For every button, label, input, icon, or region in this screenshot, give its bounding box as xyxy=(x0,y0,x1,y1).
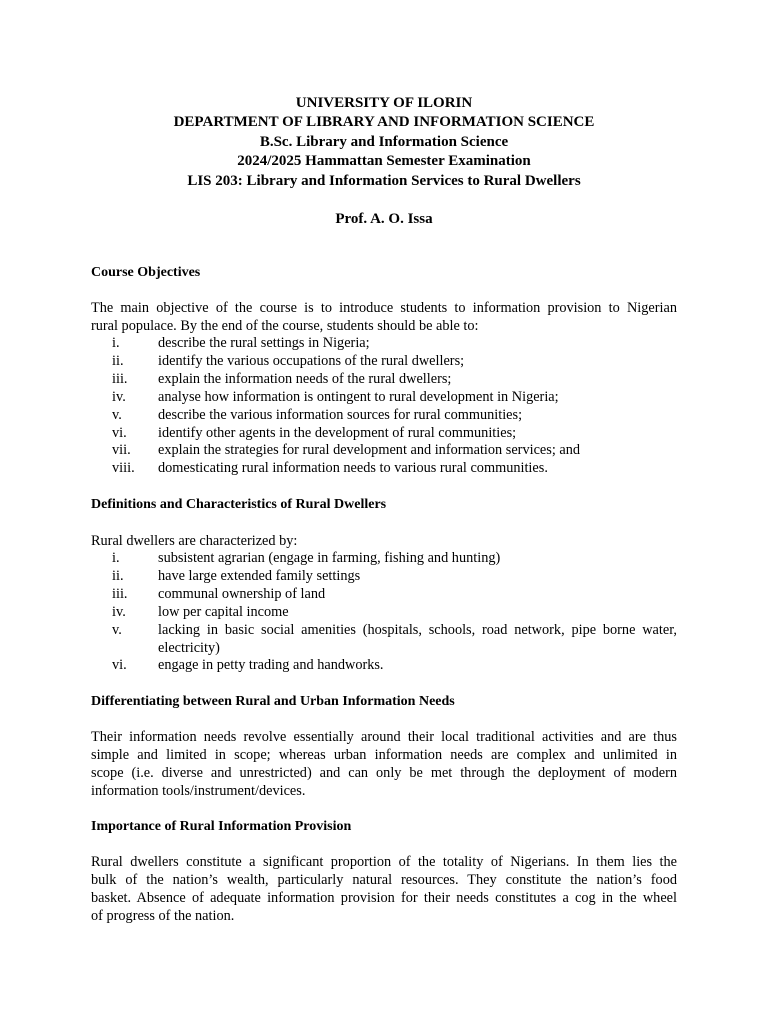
list-item xyxy=(91,425,677,443)
list-number: viii. xyxy=(112,460,135,477)
paragraph-line: The main objective of the course is to introduce students to information provision to Nigerian xyxy=(91,300,677,316)
list-item xyxy=(91,460,677,478)
objectives-intro xyxy=(91,299,677,335)
paragraph-line: simple and limited in scope; whereas urban information needs are complex and unlimited in xyxy=(91,747,677,763)
university-name: UNIVERSITY OF ILORIN xyxy=(295,95,473,111)
list-item xyxy=(91,568,677,586)
list-number: vii. xyxy=(112,442,131,459)
list-text: have large extended family settings xyxy=(158,567,361,584)
paragraph-line: Their information needs revolve essentially around their local traditional activities and are thus xyxy=(91,729,677,745)
paragraph-line: Rural dwellers are characterized by: xyxy=(91,533,298,549)
list-number: ii. xyxy=(112,567,124,584)
list-text: describe the various information sources for rural communities; xyxy=(158,406,523,423)
differentiating-paragraph xyxy=(91,728,677,800)
differentiating-heading: Differentiating between Rural and Urban Information Needs xyxy=(91,694,455,709)
list-number: ii. xyxy=(112,352,124,369)
list-number: i. xyxy=(112,335,120,351)
course-title: LIS 203: Library and Information Services to Rural Dwellers xyxy=(187,172,581,189)
objectives-list xyxy=(91,335,677,478)
list-number: iii. xyxy=(112,585,128,602)
paragraph-line: of progress of the nation. xyxy=(91,908,235,924)
characteristics-list xyxy=(91,550,677,675)
list-number: iv. xyxy=(112,388,126,405)
characteristics-heading: Definitions and Characteristics of Rural Dwellers xyxy=(91,497,387,512)
objectives-heading: Course Objectives xyxy=(91,265,201,280)
paragraph-line: rural populace. By the end of the course, students should be able to: xyxy=(91,318,479,334)
importance-heading: Importance of Rural Information Provision xyxy=(91,819,352,834)
list-number: iii. xyxy=(112,370,128,387)
list-item xyxy=(91,389,677,407)
list-number: iv. xyxy=(112,603,126,620)
list-text xyxy=(158,622,677,658)
list-number: v. xyxy=(112,406,122,423)
paragraph-line: bulk of the nation’s wealth, particularly natural resources. They constitute the nation’s food xyxy=(91,872,677,888)
list-text: explain the strategies for rural development and information services; and xyxy=(158,442,581,459)
paragraph-line: basket. Absence of adequate information provision for their needs constitutes a cog in the wheel xyxy=(91,890,677,906)
list-text: analyse how information is ontingent to rural development in Nigeria; xyxy=(158,388,559,405)
list-item xyxy=(91,550,677,568)
characteristics-intro xyxy=(91,532,677,550)
programme-name: B.Sc. Library and Information Science xyxy=(259,133,509,150)
list-item xyxy=(91,353,677,371)
list-number: v. xyxy=(112,621,122,638)
list-text: domesticating rural information needs to various rural communities. xyxy=(158,460,548,477)
importance-paragraph xyxy=(91,853,677,925)
list-text-line: electricity) xyxy=(158,639,220,656)
department-name: DEPARTMENT OF LIBRARY AND INFORMATION SCIENCE xyxy=(173,114,595,131)
paragraph-line: scope (i.e. diverse and unrestricted) and can only be met through the deployment of modern xyxy=(91,765,677,781)
list-item xyxy=(91,442,677,460)
exam-title: 2024/2025 Hammattan Semester Examination xyxy=(237,153,531,170)
list-item xyxy=(91,371,677,389)
list-text: communal ownership of land xyxy=(158,585,326,602)
list-text: explain the information needs of the rural dwellers; xyxy=(158,370,452,387)
document-header xyxy=(60,94,708,191)
list-text: low per capital income xyxy=(158,603,289,620)
list-text: identify other agents in the development of rural communities; xyxy=(158,424,517,441)
list-item xyxy=(91,604,677,622)
list-item xyxy=(91,407,677,425)
list-number: vi. xyxy=(112,424,127,441)
list-text: engage in petty trading and handworks. xyxy=(158,657,384,674)
paragraph-line: information tools/instrument/devices. xyxy=(91,783,306,799)
list-item xyxy=(91,622,677,658)
list-text-line: lacking in basic social amenities (hospitals, schools, road network, pipe borne water, xyxy=(158,621,677,638)
list-number: i. xyxy=(112,550,120,566)
list-item xyxy=(91,657,677,675)
list-number: vi. xyxy=(112,657,127,674)
list-item xyxy=(91,335,677,353)
list-text: identify the various occupations of the rural dwellers; xyxy=(158,352,465,369)
list-item xyxy=(91,586,677,604)
author-name: Prof. A. O. Issa xyxy=(335,211,433,227)
paragraph-line: Rural dwellers constitute a significant proportion of the totality of Nigerians. In them lies the xyxy=(91,854,677,870)
list-text: subsistent agrarian (engage in farming, fishing and hunting) xyxy=(158,550,501,566)
list-text: describe the rural settings in Nigeria; xyxy=(158,335,370,351)
